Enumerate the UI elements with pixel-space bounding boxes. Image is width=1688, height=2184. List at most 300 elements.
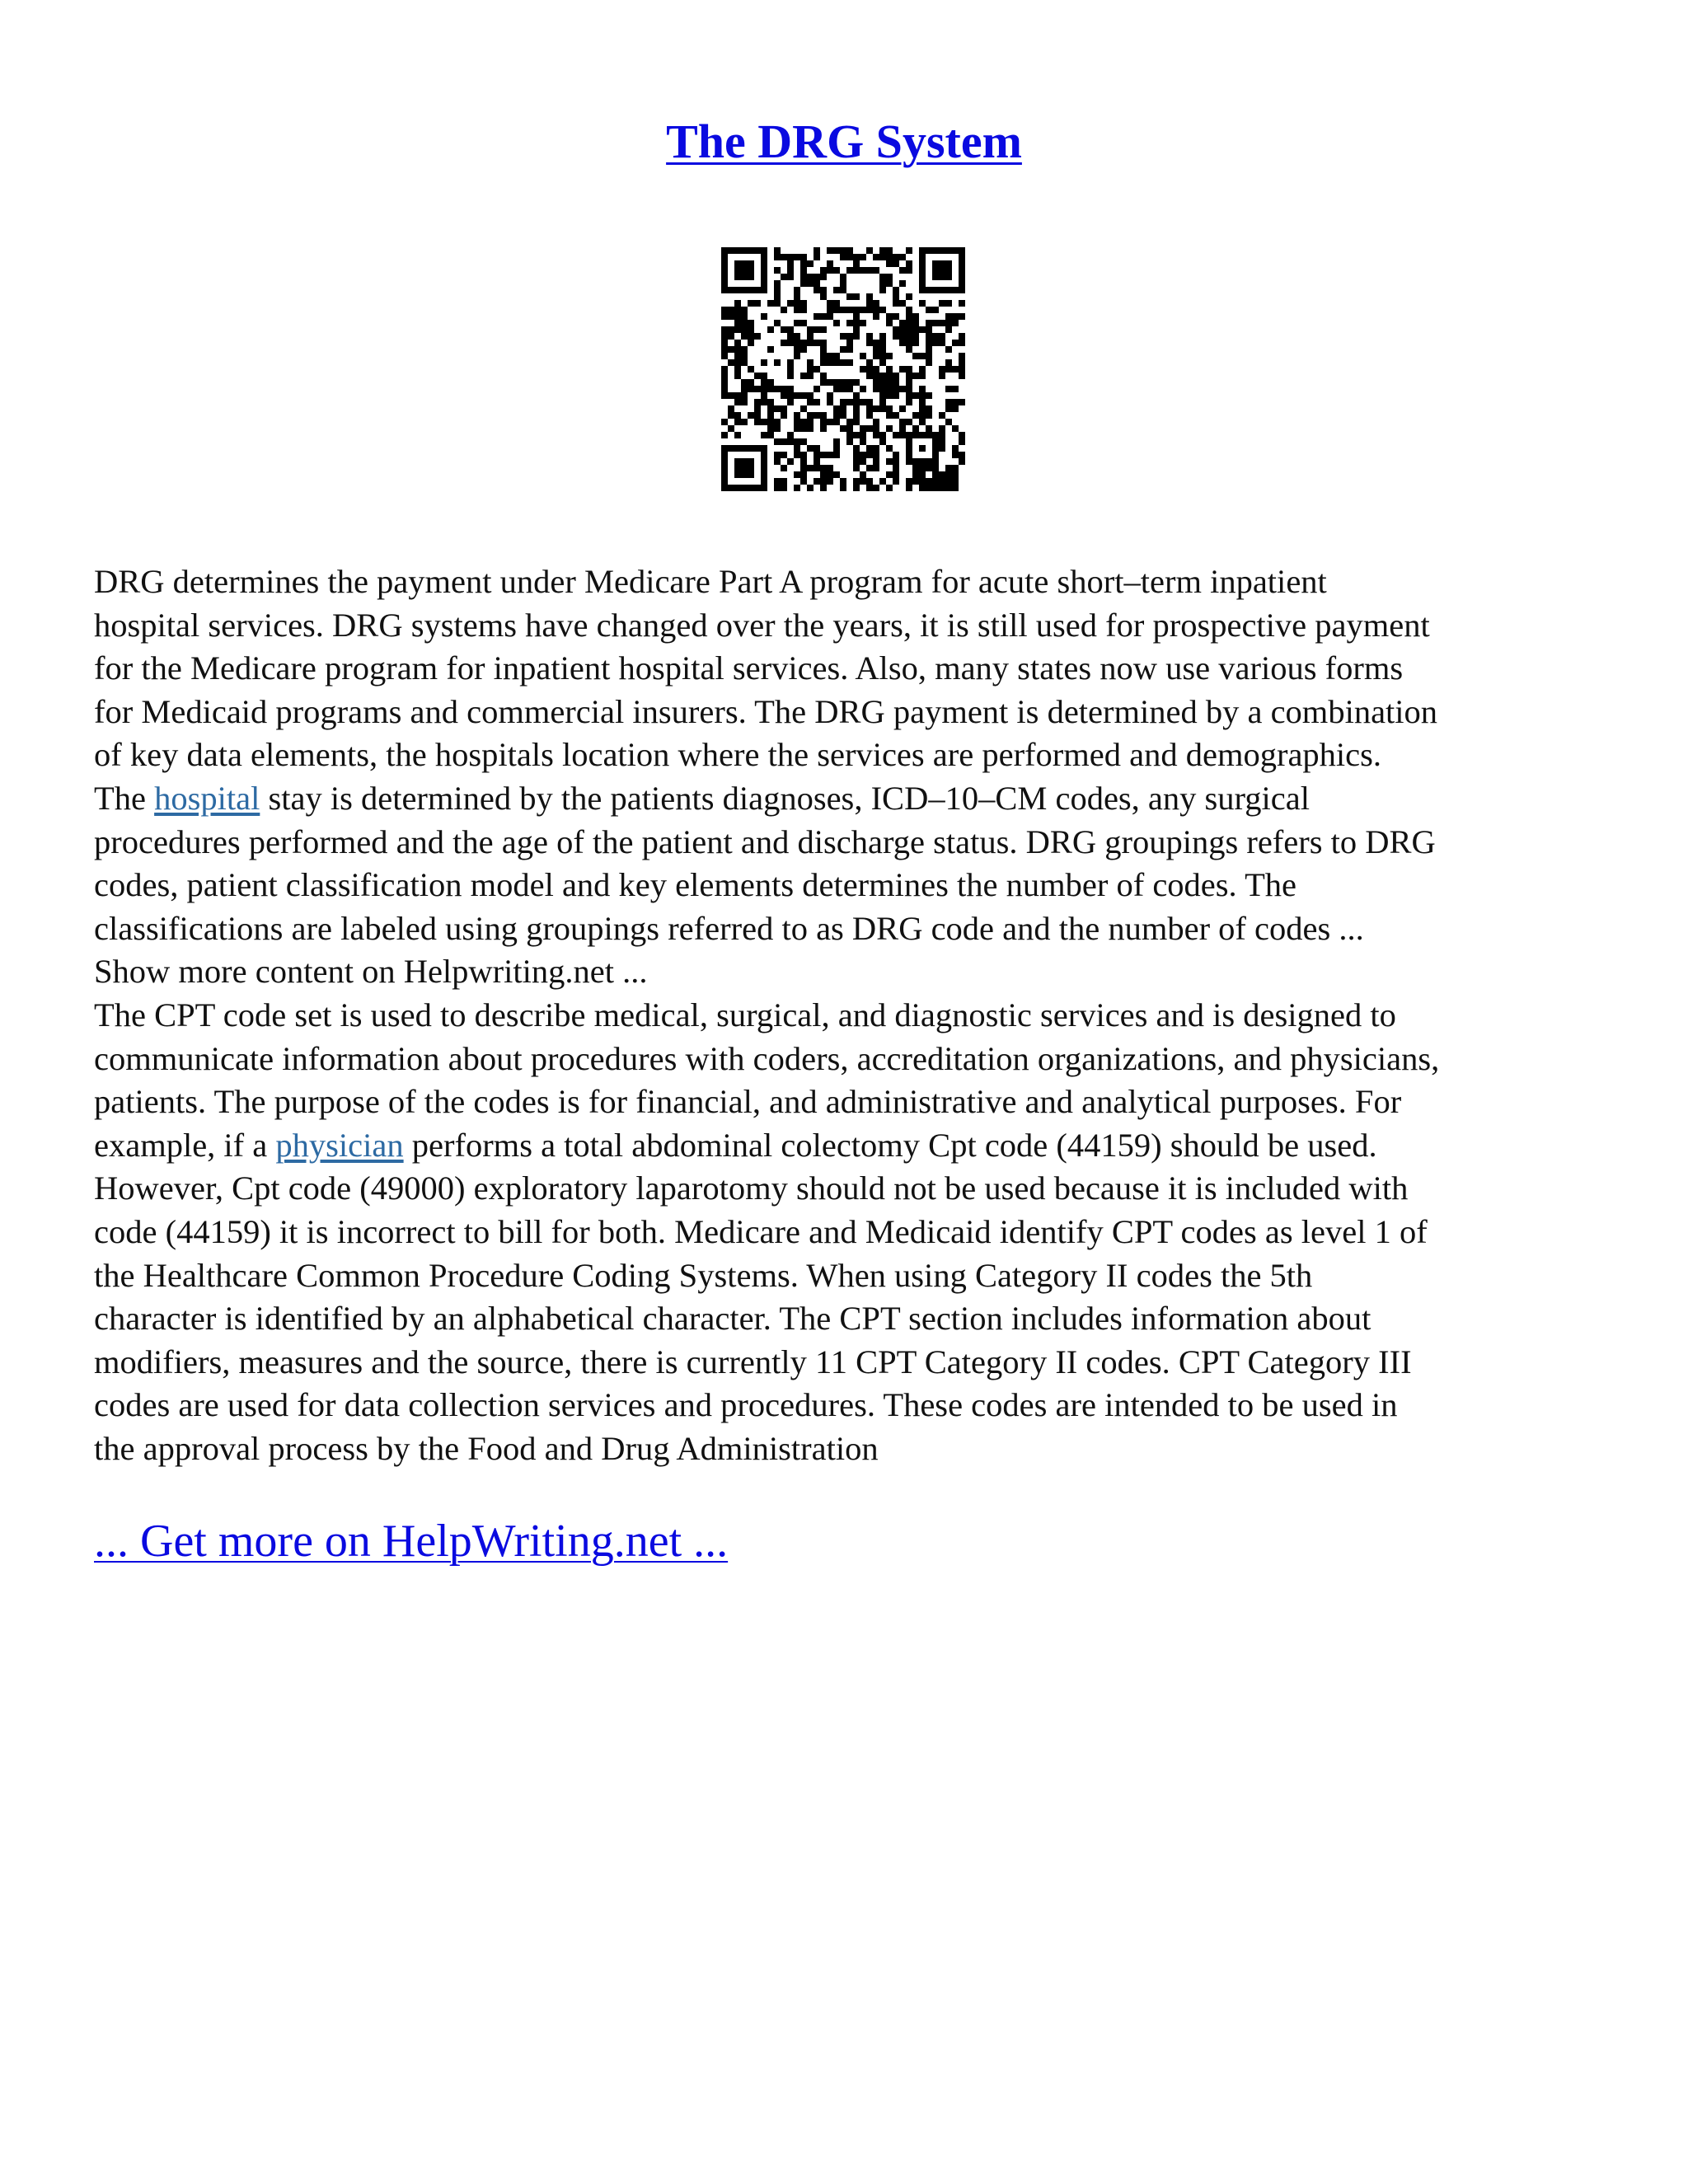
qr-module <box>800 405 807 412</box>
qr-module <box>919 373 926 379</box>
qr-module <box>899 333 906 340</box>
qr-module <box>807 465 814 471</box>
qr-module <box>774 267 781 274</box>
qr-module <box>899 280 906 287</box>
qr-module <box>879 280 886 287</box>
qr-module <box>820 346 827 353</box>
qr-module <box>734 373 741 379</box>
qr-module <box>866 307 873 313</box>
qr-module <box>952 452 959 458</box>
qr-module <box>767 425 774 432</box>
qr-module <box>734 267 741 274</box>
qr-module <box>879 254 886 260</box>
qr-module <box>932 452 939 458</box>
qr-module <box>741 458 748 465</box>
qr-module <box>761 287 767 293</box>
qr-module <box>840 247 846 254</box>
qr-module <box>721 247 728 254</box>
qr-module <box>840 280 846 287</box>
qr-module <box>827 307 833 313</box>
qr-module <box>787 254 794 260</box>
qr-module <box>952 287 959 293</box>
qr-module <box>728 247 734 254</box>
qr-module <box>906 366 912 373</box>
qr-module <box>761 247 767 254</box>
qr-module <box>734 346 741 353</box>
qr-module <box>741 465 748 471</box>
qr-module <box>879 386 886 392</box>
text-fragment: performs a total abdominal colectomy Cpt code (44159) should be used. <box>403 1126 1377 1164</box>
qr-module <box>748 412 754 419</box>
qr-module <box>787 359 794 366</box>
qr-module <box>827 359 833 366</box>
text-line <box>94 777 1602 821</box>
qr-module <box>774 458 781 465</box>
qr-module <box>853 419 860 425</box>
qr-module <box>741 313 748 320</box>
qr-module <box>939 412 945 419</box>
qr-module <box>939 247 945 254</box>
qr-module <box>939 320 945 326</box>
qr-module <box>952 340 959 346</box>
qr-module <box>893 412 899 419</box>
qr-module <box>728 392 734 399</box>
qr-module <box>952 320 959 326</box>
qr-module <box>945 359 952 366</box>
qr-module <box>939 471 945 478</box>
qr-module <box>721 366 728 373</box>
qr-module <box>761 399 767 405</box>
qr-module <box>794 485 800 491</box>
qr-module <box>774 359 781 366</box>
qr-module <box>866 478 873 485</box>
qr-module <box>814 254 820 260</box>
qr-module <box>794 293 800 300</box>
qr-module <box>814 412 820 419</box>
qr-module <box>748 379 754 386</box>
qr-module <box>866 293 873 300</box>
qr-module <box>873 373 879 379</box>
qr-module <box>899 405 906 412</box>
qr-module <box>853 432 860 438</box>
qr-module <box>945 300 952 307</box>
qr-module <box>734 353 741 359</box>
qr-module <box>873 267 879 274</box>
qr-module <box>800 320 807 326</box>
qr-module <box>860 267 866 274</box>
qr-module <box>827 392 833 399</box>
qr-module <box>820 359 827 366</box>
qr-module <box>807 333 814 340</box>
qr-module <box>886 353 893 359</box>
qr-module <box>912 471 919 478</box>
qr-module <box>939 260 945 267</box>
qr-module <box>952 485 959 491</box>
qr-module <box>840 274 846 280</box>
qr-module <box>932 340 939 346</box>
qr-module <box>833 386 840 392</box>
qr-module <box>853 412 860 419</box>
qr-module <box>794 353 800 359</box>
qr-module <box>721 392 728 399</box>
qr-module <box>794 419 800 425</box>
qr-module <box>866 373 873 379</box>
qr-module <box>873 307 879 313</box>
qr-module <box>774 405 781 412</box>
qr-module <box>734 320 741 326</box>
qr-module <box>952 471 959 478</box>
qr-module <box>879 379 886 386</box>
qr-module <box>807 366 814 373</box>
qr-module <box>800 340 807 346</box>
qr-module <box>833 419 840 425</box>
qr-module <box>879 405 886 412</box>
qr-module <box>919 432 926 438</box>
qr-module <box>893 465 899 471</box>
qr-module <box>860 478 866 485</box>
qr-module <box>840 379 846 386</box>
qr-module <box>906 438 912 445</box>
qr-module <box>952 313 959 320</box>
qr-module <box>959 280 965 287</box>
qr-module <box>800 307 807 313</box>
qr-module <box>741 346 748 353</box>
text-fragment: stay is determined by the patients diagnoses, ICD–10–CM codes, any surgical <box>260 779 1310 817</box>
qr-module <box>879 353 886 359</box>
qr-module <box>926 485 932 491</box>
qr-module <box>866 333 873 340</box>
qr-module <box>926 412 932 419</box>
qr-module <box>906 432 912 438</box>
qr-module <box>800 267 807 274</box>
qr-module <box>754 373 761 379</box>
qr-module <box>945 320 952 326</box>
qr-module <box>919 419 926 425</box>
qr-module <box>774 300 781 307</box>
qr-module <box>754 300 761 307</box>
page-title-link[interactable]: The DRG System <box>666 115 1022 168</box>
qr-module <box>886 280 893 287</box>
get-more-link[interactable]: ... Get more on HelpWriting.net ... <box>94 1516 729 1567</box>
qr-module <box>926 340 932 346</box>
qr-module <box>879 399 886 405</box>
qr-module <box>932 445 939 452</box>
qr-module <box>945 326 952 333</box>
qr-module <box>926 353 932 359</box>
qr-module <box>846 432 853 438</box>
qr-module <box>906 293 912 300</box>
qr-module <box>787 399 794 405</box>
qr-module <box>906 313 912 320</box>
qr-module <box>721 313 728 320</box>
text-line: patients. The purpose of the codes is for financial, and administrative and analytical purposes. For <box>94 1083 1402 1121</box>
qr-module <box>945 419 952 425</box>
qr-module <box>893 452 899 458</box>
qr-module <box>734 485 741 491</box>
qr-module <box>748 300 754 307</box>
qr-module <box>959 452 965 458</box>
qr-module <box>787 432 794 438</box>
qr-module <box>787 366 794 373</box>
qr-module <box>873 254 879 260</box>
qr-module <box>728 313 734 320</box>
qr-module <box>807 359 814 366</box>
text-line: codes are used for data collection services and procedures. These codes are intended to be used in <box>94 1386 1398 1424</box>
qr-module <box>728 485 734 491</box>
qr-module <box>814 247 820 254</box>
qr-module <box>879 333 886 340</box>
qr-module <box>952 445 959 452</box>
qr-module <box>846 379 853 386</box>
qr-module <box>853 478 860 485</box>
qr-module <box>728 326 734 333</box>
qr-module <box>886 379 893 386</box>
qr-module <box>919 478 926 485</box>
qr-module <box>879 274 886 280</box>
qr-module <box>721 419 728 425</box>
qr-module <box>860 254 866 260</box>
qr-module <box>787 260 794 267</box>
qr-module <box>807 274 814 280</box>
qr-module <box>959 254 965 260</box>
qr-module <box>886 485 893 491</box>
qr-module <box>781 392 787 399</box>
qr-module <box>741 260 748 267</box>
qr-module <box>959 359 965 366</box>
qr-module <box>761 419 767 425</box>
qr-module <box>820 353 827 359</box>
qr-module <box>774 320 781 326</box>
qr-module <box>893 260 899 267</box>
qr-module <box>899 340 906 346</box>
qr-module <box>886 373 893 379</box>
qr-module <box>919 280 926 287</box>
qr-module <box>919 405 926 412</box>
qr-module <box>959 353 965 359</box>
qr-module <box>814 399 820 405</box>
qr-module <box>906 445 912 452</box>
qr-module <box>945 399 952 405</box>
text-line: of key data elements, the hospitals location where the services are performed and demographics. <box>94 736 1382 774</box>
qr-module <box>761 274 767 280</box>
qr-module <box>833 405 840 412</box>
qr-module <box>846 293 853 300</box>
qr-module <box>761 254 767 260</box>
qr-module <box>886 458 893 465</box>
qr-module <box>853 458 860 465</box>
qr-module <box>833 300 840 307</box>
qr-module <box>800 419 807 425</box>
qr-module <box>919 267 926 274</box>
qr-module <box>952 465 959 471</box>
qr-module <box>794 287 800 293</box>
qr-module <box>748 465 754 471</box>
qr-module <box>800 300 807 307</box>
qr-module <box>886 313 893 320</box>
qr-module <box>906 326 912 333</box>
qr-module <box>919 287 926 293</box>
qr-module <box>912 340 919 346</box>
qr-module <box>748 366 754 373</box>
qr-module <box>926 465 932 471</box>
qr-module <box>840 307 846 313</box>
qr-module <box>728 425 734 432</box>
qr-module <box>919 386 926 392</box>
qr-module <box>794 340 800 346</box>
qr-module <box>873 340 879 346</box>
qr-module <box>945 287 952 293</box>
qr-module <box>767 386 774 392</box>
qr-module <box>774 293 781 300</box>
qr-module <box>866 340 873 346</box>
qr-module <box>827 300 833 307</box>
qr-module <box>873 353 879 359</box>
qr-module <box>754 419 761 425</box>
qr-module <box>893 326 899 333</box>
qr-module <box>767 326 774 333</box>
qr-module <box>774 287 781 293</box>
qr-module <box>721 267 728 274</box>
qr-module <box>873 432 879 438</box>
qr-module <box>886 471 893 478</box>
qr-module <box>814 280 820 287</box>
qr-module <box>939 274 945 280</box>
qr-module <box>754 485 761 491</box>
qr-module <box>820 293 827 300</box>
qr-code-icon <box>721 247 965 491</box>
qr-module <box>860 353 866 359</box>
qr-module <box>807 260 814 267</box>
paragraph-cpt <box>94 994 1602 1471</box>
qr-module <box>939 425 945 432</box>
qr-module <box>728 445 734 452</box>
qr-module <box>761 386 767 392</box>
qr-module <box>814 465 820 471</box>
qr-module <box>873 300 879 307</box>
qr-module <box>939 432 945 438</box>
qr-module <box>814 313 820 320</box>
qr-module <box>728 333 734 340</box>
qr-module <box>774 247 781 254</box>
qr-module <box>866 465 873 471</box>
qr-module <box>945 405 952 412</box>
qr-module <box>899 326 906 333</box>
qr-module <box>886 274 893 280</box>
qr-module <box>879 340 886 346</box>
qr-module <box>945 478 952 485</box>
qr-module <box>800 274 807 280</box>
qr-module <box>781 485 787 491</box>
qr-module <box>866 359 873 366</box>
qr-module <box>893 432 899 438</box>
text-line <box>94 1124 1602 1168</box>
text-line: Show more content on Helpwriting.net ... <box>94 953 648 991</box>
qr-module <box>846 425 853 432</box>
qr-module <box>820 326 827 333</box>
qr-module <box>853 254 860 260</box>
qr-module <box>734 260 741 267</box>
qr-module <box>741 359 748 366</box>
qr-module <box>754 247 761 254</box>
qr-module <box>919 471 926 478</box>
qr-module <box>761 280 767 287</box>
qr-module <box>939 287 945 293</box>
qr-module <box>860 432 866 438</box>
physician-link[interactable]: physician <box>275 1126 404 1164</box>
qr-module <box>945 465 952 471</box>
qr-module <box>939 300 945 307</box>
qr-module <box>886 386 893 392</box>
qr-module <box>959 267 965 274</box>
qr-module <box>932 478 939 485</box>
qr-module <box>886 445 893 452</box>
qr-module <box>906 320 912 326</box>
title-container <box>0 114 1688 169</box>
qr-module <box>846 267 853 274</box>
qr-module <box>840 412 846 419</box>
qr-module <box>840 254 846 260</box>
qr-module <box>926 392 932 399</box>
qr-module <box>728 287 734 293</box>
qr-module <box>886 260 893 267</box>
qr-module <box>866 366 873 373</box>
qr-module <box>926 307 932 313</box>
qr-module <box>893 333 899 340</box>
qr-module <box>820 379 827 386</box>
qr-module <box>741 326 748 333</box>
text-line: hospital services. DRG systems have changed over the years, it is still used for prospective payment <box>94 606 1430 644</box>
qr-module <box>748 333 754 340</box>
qr-module <box>939 438 945 445</box>
qr-module <box>860 320 866 326</box>
qr-module <box>959 274 965 280</box>
qr-module <box>840 386 846 392</box>
qr-module <box>774 280 781 287</box>
qr-module <box>741 333 748 340</box>
qr-module <box>866 405 873 412</box>
qr-module <box>734 432 741 438</box>
qr-module <box>893 313 899 320</box>
qr-module <box>734 340 741 346</box>
qr-module <box>774 452 781 458</box>
qr-module <box>853 399 860 405</box>
qr-module <box>734 419 741 425</box>
qr-module <box>945 313 952 320</box>
qr-module <box>761 471 767 478</box>
hospital-link[interactable]: hospital <box>154 779 260 817</box>
qr-module <box>761 379 767 386</box>
qr-module <box>833 359 840 366</box>
qr-module <box>866 445 873 452</box>
qr-module <box>767 346 774 353</box>
qr-module <box>912 465 919 471</box>
qr-module <box>846 438 853 445</box>
text-line: for the Medicare program for inpatient hospital services. Also, many states now use various forms <box>94 649 1404 687</box>
qr-module <box>945 247 952 254</box>
qr-module <box>873 313 879 320</box>
qr-module <box>721 471 728 478</box>
qr-module <box>794 471 800 478</box>
qr-module <box>860 307 866 313</box>
qr-module <box>853 260 860 267</box>
qr-module <box>721 432 728 438</box>
qr-module <box>820 471 827 478</box>
qr-module <box>741 379 748 386</box>
qr-module <box>853 326 860 333</box>
qr-module <box>866 425 873 432</box>
qr-module <box>794 307 800 313</box>
qr-module <box>919 485 926 491</box>
